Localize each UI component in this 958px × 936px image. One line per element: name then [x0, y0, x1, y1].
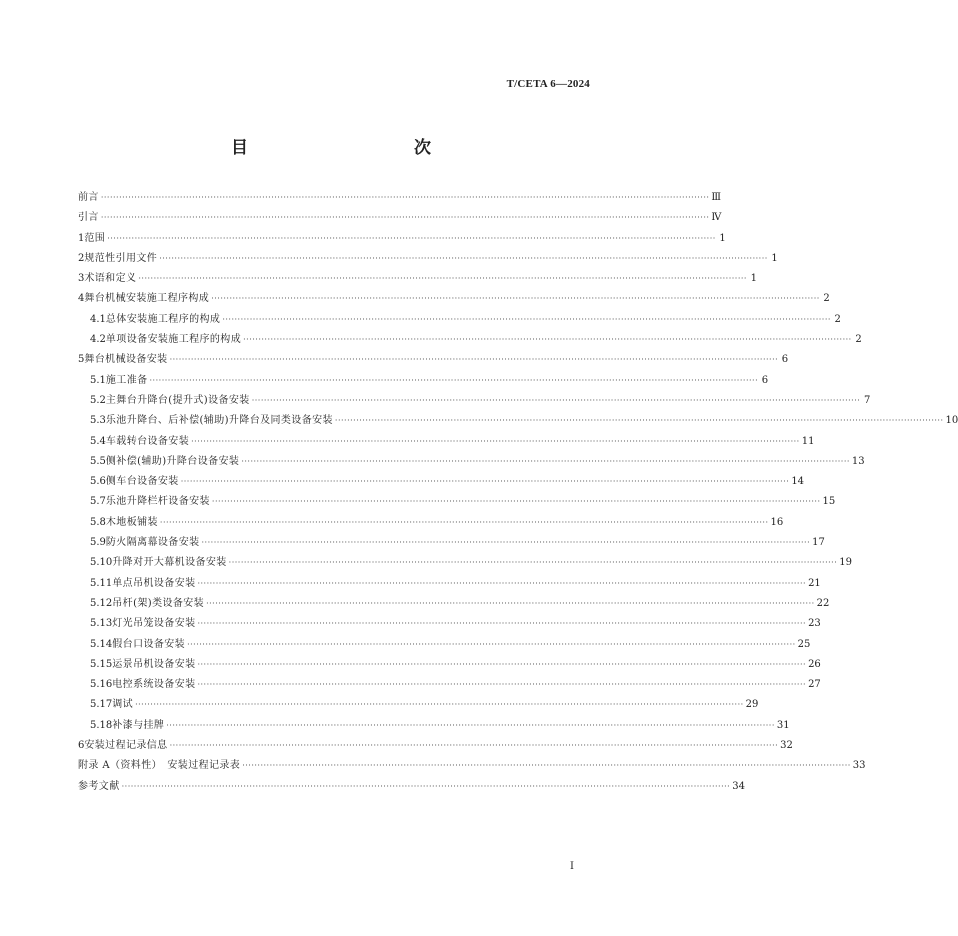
- toc-entry-number: 5.1: [90, 374, 106, 386]
- toc-entry[interactable]: [78, 472, 805, 492]
- toc-entry[interactable]: [78, 208, 722, 228]
- toc-entry-page: 25: [797, 638, 811, 650]
- toc-dot-leader: ········································································································································································································: [138, 274, 747, 284]
- toc-entry[interactable]: [78, 553, 852, 573]
- toc-entry-number: 5.7: [90, 496, 106, 508]
- toc-entry-page: 29: [745, 699, 759, 711]
- toc-entry-page: 34: [732, 780, 745, 792]
- toc-dot-leader: ········································································································································································································: [180, 477, 790, 487]
- toc-entry-label: 舞台机械安装施工程序构成: [84, 293, 210, 305]
- toc-entry-label: 施工准备: [105, 374, 148, 386]
- toc-entry-label: 附录 A（资料性） 安装过程记录表: [78, 760, 241, 772]
- toc-entry-label: 电控系统设备安装: [112, 679, 196, 691]
- toc-dot-leader: ········································································································································································································: [121, 781, 731, 791]
- toc-dot-leader: ········································································································································································································: [159, 253, 768, 263]
- toc-entry-page: 7: [863, 394, 871, 406]
- toc-dot-leader: ········································································································································································································: [201, 538, 811, 548]
- toc-entry[interactable]: [78, 655, 821, 675]
- toc-entry-number: 3: [78, 273, 85, 285]
- toc-entry-number: 5.17: [90, 699, 113, 711]
- toc-entry-number: 6: [78, 740, 85, 752]
- toc-entry-label: 升降对开大幕机设备安装: [112, 557, 227, 569]
- toc-entry-page: 17: [812, 537, 825, 549]
- toc-dot-leader: ········································································································································································································: [243, 335, 852, 345]
- toc-entry-page: 14: [791, 476, 805, 488]
- toc-list: [78, 188, 958, 797]
- toc-dot-leader: ········································································································································································································: [166, 720, 775, 730]
- toc-dot-leader: ········································································································································································································: [100, 193, 710, 202]
- toc-entry[interactable]: [78, 574, 821, 594]
- toc-entry-number: 5.9: [90, 537, 106, 549]
- toc-entry[interactable]: [78, 350, 789, 370]
- toc-entry-page: Ⅲ: [711, 192, 722, 203]
- toc-entry-page: 21: [808, 577, 821, 589]
- toc-entry-label: 总体安装施工程序的构成: [105, 313, 221, 325]
- toc-entry-label: 吊杆(架)类设备安装: [112, 597, 205, 609]
- toc-entry[interactable]: [78, 391, 871, 411]
- toc-entry[interactable]: [78, 289, 830, 309]
- toc-entry[interactable]: [78, 675, 821, 695]
- toc-dot-leader: ········································································································································································································: [334, 416, 944, 426]
- toc-entry-page: 26: [808, 658, 821, 670]
- toc-entry-number: 5.16: [90, 679, 113, 691]
- toc-entry-label: 乐池升降栏杆设备安装: [105, 496, 210, 508]
- toc-entry[interactable]: [78, 736, 793, 756]
- toc-entry-label: 调试: [112, 699, 134, 711]
- toc-entry-page: 6: [781, 354, 789, 366]
- toc-entry-page: 23: [808, 618, 821, 630]
- toc-entry-number: 5: [78, 354, 85, 366]
- toc-entry-page: 32: [780, 740, 793, 752]
- toc-entry-label: 木地板铺装: [105, 516, 158, 528]
- toc-entry-label: 车载转台设备安装: [105, 435, 190, 447]
- toc-entry-number: 5.14: [90, 638, 113, 650]
- toc-entry-label: 主舞台升降台(提升式)设备安装: [105, 394, 250, 406]
- toc-entry-number: 5.6: [90, 476, 106, 488]
- toc-entry-number: 5.5: [90, 455, 106, 467]
- toc-entry-page: 16: [770, 516, 784, 528]
- toc-entry[interactable]: [78, 452, 865, 472]
- toc-dot-leader: ········································································································································································································: [197, 578, 807, 588]
- toc-entry[interactable]: [78, 716, 790, 736]
- toc-entry-number: 5.18: [90, 719, 113, 731]
- toc-entry-label: 单点吊机设备安装: [112, 577, 196, 589]
- toc-entry[interactable]: [78, 310, 841, 330]
- toc-dot-leader: ········································································································································································································: [197, 659, 807, 669]
- toc-entry-label: 单项设备安装施工程序的构成: [105, 334, 242, 346]
- toc-dot-leader: ········································································································································································································: [169, 355, 779, 365]
- toc-entry-number: 5.15: [90, 658, 113, 670]
- toc-entry-label: 舞台机械设备安装: [84, 354, 168, 366]
- toc-entry[interactable]: [78, 229, 726, 249]
- toc-dot-leader: ········································································································································································································: [211, 497, 821, 507]
- toc-entry-label: 引言: [78, 212, 99, 224]
- toc-entry-page: 27: [808, 679, 821, 691]
- toc-entry-label: 补漆与挂牌: [112, 719, 165, 731]
- toc-entry-page: 1: [719, 232, 726, 244]
- toc-entry-page: 13: [851, 455, 865, 467]
- toc-entry-number: 5.3: [90, 415, 106, 427]
- toc-entry-label: 侧补偿(辅助)升降台设备安装: [105, 455, 240, 467]
- toc-entry-page: 10: [945, 415, 958, 427]
- toc-entry-page: 2: [823, 293, 830, 305]
- toc-entry-page: 15: [822, 496, 836, 508]
- toc-entry-label: 范围: [84, 232, 106, 244]
- toc-entry[interactable]: [78, 594, 830, 614]
- toc-entry-number: 4.2: [90, 334, 106, 346]
- toc-entry-number: 5.13: [90, 618, 113, 630]
- page-folio: Ⅰ: [570, 861, 574, 872]
- toc-entry-label: 术语和定义: [84, 273, 137, 285]
- toc-entry[interactable]: [78, 777, 745, 797]
- toc-entry-number: 5.8: [90, 516, 106, 528]
- toc-dot-leader: ········································································································································································································: [191, 436, 800, 446]
- toc-entry-page: 19: [839, 557, 852, 569]
- toc-dot-leader: ········································································································································································································: [149, 375, 759, 385]
- toc-entry-page: 33: [852, 760, 866, 772]
- toc-entry-number: 4.1: [90, 313, 106, 325]
- toc-entry-number: 5.11: [90, 577, 113, 589]
- toc-dot-leader: ········································································································································································································: [135, 700, 744, 710]
- toc-dot-leader: ········································································································································································································: [197, 619, 807, 629]
- toc-entry-page: 31: [776, 719, 790, 731]
- toc-entry-label: 灯光吊笼设备安装: [112, 618, 196, 630]
- toc-entry[interactable]: [78, 188, 722, 208]
- toc-entry-page: Ⅳ: [711, 212, 722, 224]
- toc-dot-leader: ········································································································································································································: [169, 741, 779, 751]
- toc-entry-label: 运景吊机设备安装: [112, 658, 196, 670]
- toc-entry-page: 2: [855, 334, 862, 346]
- toc-entry-page: 1: [750, 273, 757, 285]
- toc-entry[interactable]: [78, 695, 759, 715]
- toc-entry-label: 规范性引用文件: [84, 252, 158, 264]
- toc-entry-number: 5.12: [90, 597, 113, 609]
- toc-entry[interactable]: [78, 614, 821, 634]
- toc-entry-label: 假台口设备安装: [112, 638, 186, 650]
- toc-dot-leader: ········································································································································································································: [100, 213, 710, 223]
- toc-entry-number: 1: [78, 232, 85, 244]
- toc-entry-label: 前言: [78, 192, 99, 203]
- toc-entry-label: 安装过程记录信息: [84, 740, 168, 752]
- toc-dot-leader: ········································································································································································································: [187, 639, 796, 649]
- toc-dot-leader: ········································································································································································································: [222, 314, 831, 324]
- toc-entry[interactable]: [78, 432, 815, 452]
- toc-dot-leader: ········································································································································································································: [251, 395, 861, 405]
- toc-entry-label: 防火隔离幕设备安装: [105, 537, 200, 549]
- toc-dot-leader: ········································································································································································································: [197, 680, 807, 690]
- toc-entry-page: 1: [771, 252, 778, 264]
- toc-entry[interactable]: [78, 269, 757, 289]
- toc-dot-leader: ········································································································································································································: [241, 456, 850, 466]
- toc-entry-number: 4: [78, 293, 85, 305]
- toc-dot-leader: ········································································································································································································: [107, 233, 716, 243]
- toc-entry[interactable]: [78, 249, 778, 269]
- toc-entry[interactable]: [78, 513, 784, 533]
- toc-entry-number: 2: [78, 252, 85, 264]
- toc-entry[interactable]: [78, 371, 769, 391]
- toc-entry-number: 5.10: [90, 557, 113, 569]
- toc-entry[interactable]: [78, 411, 958, 431]
- toc-entry-page: 2: [834, 313, 841, 325]
- page-title: 目 次: [231, 138, 475, 158]
- toc-entry-number: 5.2: [90, 394, 106, 406]
- toc-entry-label: 乐池升降台、后补偿(辅助)升降台及同类设备安装: [105, 415, 333, 427]
- toc-entry-label: 参考文献: [78, 780, 120, 792]
- toc-entry-number: 5.4: [90, 435, 106, 447]
- toc-dot-leader: ········································································································································································································: [242, 761, 851, 771]
- toc-dot-leader: ········································································································································································································: [159, 517, 769, 527]
- toc-entry-label: 侧车台设备安装: [105, 476, 179, 488]
- toc-entry[interactable]: [78, 756, 866, 776]
- toc-entry-page: 22: [816, 597, 830, 609]
- toc-entry-page: 6: [761, 374, 769, 386]
- toc-dot-leader: ········································································································································································································: [228, 558, 838, 568]
- toc-entry[interactable]: [78, 330, 862, 350]
- toc-dot-leader: ········································································································································································································: [211, 294, 820, 304]
- toc-dot-leader: ········································································································································································································: [206, 598, 815, 608]
- toc-entry-page: 11: [801, 435, 815, 447]
- standard-code: T/CETA 6—2024: [506, 78, 590, 90]
- toc-entry[interactable]: [78, 635, 811, 655]
- toc-entry[interactable]: [78, 492, 836, 512]
- toc-entry[interactable]: [78, 533, 825, 553]
